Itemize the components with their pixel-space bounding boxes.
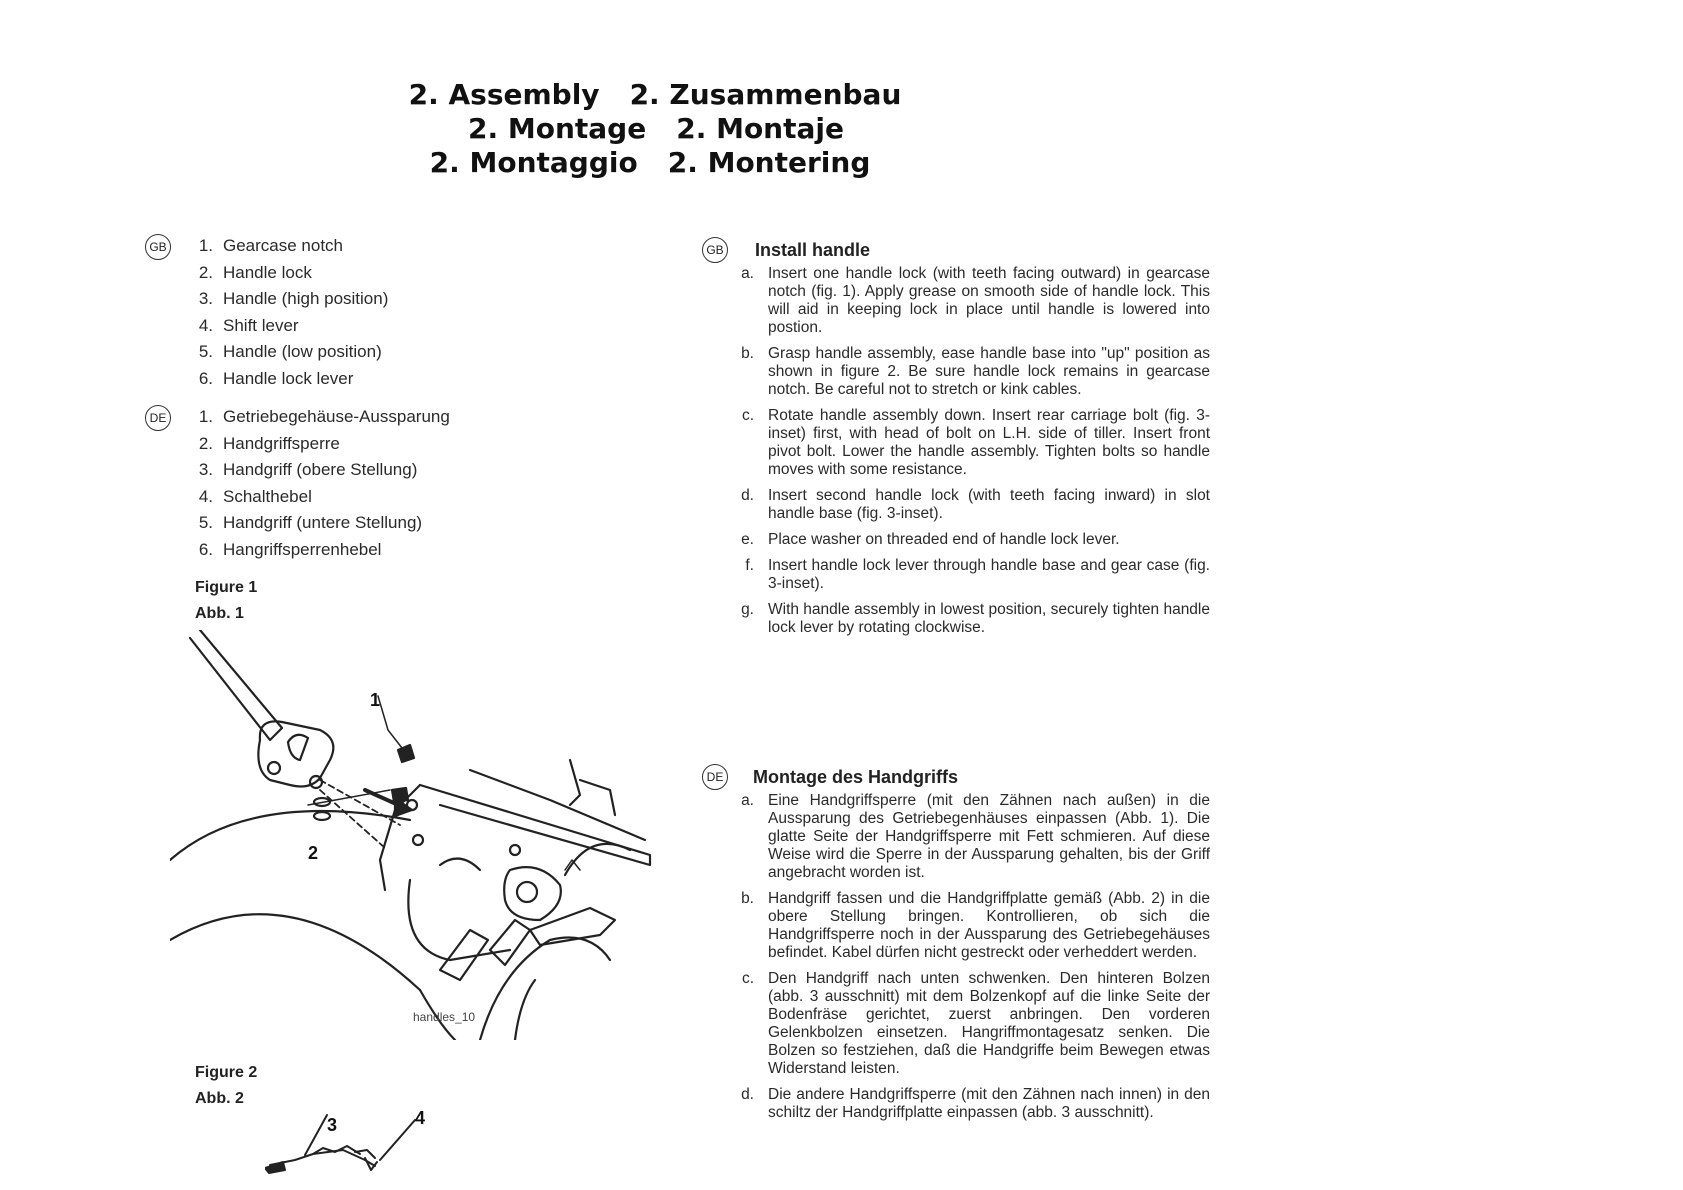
legend-item: 4. Schalthebel	[198, 486, 312, 506]
figure-1-callout-1: 1	[370, 690, 381, 710]
de-section-heading: Montage des Handgriffs	[753, 767, 959, 787]
instruction-step: b. Handgriff fassen und die Handgriffplatte gemäß (Abb. 2) in die obere Stellung bringen. Kontrollieren, ob sich die Handgriffsperre noch in der Aussparung des Getriebegehäuses befindet. Kabel dürfen nicht gestreckt oder verheddert werden.	[741, 890, 1210, 961]
legend-item: 1. Getriebegehäuse-Aussparung	[198, 407, 450, 426]
instruction-step: b. Grasp handle assembly, ease handle base into "up" position as shown in figure 2. Be sure handle lock remains in gearcase notch. Be careful not to stretch or kink cables.	[741, 345, 1210, 398]
gb-parts-legend	[178, 236, 388, 396]
legend-item: 3. Handle (high position)	[198, 289, 389, 309]
title-it: 2. Montaggio	[429, 146, 638, 179]
legend-item: 2. Handle lock	[198, 262, 312, 282]
instruction-step: e. Place washer on threaded end of handle lock lever.	[741, 531, 1120, 548]
instruction-step: d. Insert second handle lock (with teeth facing inward) in slot handle base (fig. 3-inset).	[741, 487, 1210, 522]
legend-item: 2. Handgriffsperre	[198, 433, 340, 453]
figure-2-illustration	[265, 1110, 435, 1185]
title-fr: 2. Montage	[468, 112, 647, 145]
legend-item: 5. Handgriff (untere Stellung)	[198, 513, 423, 533]
figure-1-caption: handles_10	[413, 1010, 476, 1024]
de-language-badge: DE	[145, 405, 171, 431]
figure-2-callout-4: 4	[415, 1108, 426, 1128]
legend-item: 5. Handle (low position)	[198, 342, 382, 362]
title-line-3	[0, 146, 1360, 180]
title-line-1	[0, 78, 1360, 112]
title-nl: 2. Montering	[667, 146, 871, 179]
legend-item: 6. Hangriffsperrenhebel	[198, 539, 382, 559]
legend-item: 1. Gearcase notch	[198, 236, 344, 255]
figure-1-label: Figure 1 Abb. 1	[195, 579, 258, 622]
de-section-badge: DE	[702, 764, 728, 790]
figure-1-callout-2: 2	[308, 843, 319, 863]
gb-instruction-list	[730, 265, 1210, 645]
instruction-step: a. Eine Handgriffsperre (mit den Zähnen nach außen) in die Aussparung des Getriebegenhäuses einpassen (Abb. 1). Die glatte Seite der Handgriffsperre mit Fett schmieren. Auf diese Weise wird die Sperre in der Aussparung gehalten, bis der Griff angebracht worden ist.	[741, 792, 1210, 881]
title-en: 2. Assembly	[408, 78, 600, 111]
instruction-step: d. Die andere Handgriffsperre (mit den Zähnen nach innen) in den schiltz der Handgriffplatte einpassen (abb. 3 ausschnitt).	[741, 1086, 1210, 1121]
gb-language-badge: GB	[145, 234, 171, 260]
de-parts-legend	[178, 407, 450, 567]
instruction-step: a. Insert one handle lock (with teeth facing outward) in gearcase notch (fig. 1). Apply grease on smooth side of handle lock. This will aid in keeping lock in place until handle is lowered into postion.	[741, 265, 1210, 336]
title-es: 2. Montaje	[676, 112, 844, 145]
gb-section-heading: Install handle	[755, 240, 871, 260]
gb-section-badge: GB	[702, 237, 728, 263]
legend-item: 6. Handle lock lever	[198, 368, 354, 388]
figure-2-label: Figure 2 Abb. 2	[195, 1064, 258, 1107]
page-title-block	[0, 78, 1360, 180]
legend-item: 3. Handgriff (obere Stellung)	[198, 460, 418, 480]
legend-item: 4. Shift lever	[198, 315, 299, 335]
instruction-step: c. Rotate handle assembly down. Insert rear carriage bolt (fig. 3-inset) first, with head of bolt on L.H. side of tiller. Insert front pivot bolt. Lower the handle assembly. Tighten bolts so handle moves with some resistance.	[741, 407, 1210, 478]
figure-1-illustration	[170, 630, 660, 1040]
title-line-2	[0, 112, 1360, 146]
instruction-step: f. Insert handle lock lever through handle base and gear case (fig. 3-inset).	[745, 557, 1210, 592]
instruction-step: c. Den Handgriff nach unten schwenken. Den hinteren Bolzen (abb. 3 ausschnitt) mit dem Bolzenkopf auf die linke Seite der Bodenfräse gerichtet, zuerst anbringen. Den vorderen Gelenkbolzen einsetzen. Hangriffmontagesatz senken. Die Bolzen so festziehen, daß die Handgriffe beim Bewegen etwas Widerstand leisten.	[741, 970, 1210, 1077]
title-de: 2. Zusammenbau	[629, 78, 902, 111]
figure-2-callout-3: 3	[327, 1115, 338, 1135]
de-instruction-list	[730, 792, 1210, 1130]
instruction-step: g. With handle assembly in lowest position, securely tighten handle lock lever by rotating clockwise.	[741, 601, 1210, 636]
